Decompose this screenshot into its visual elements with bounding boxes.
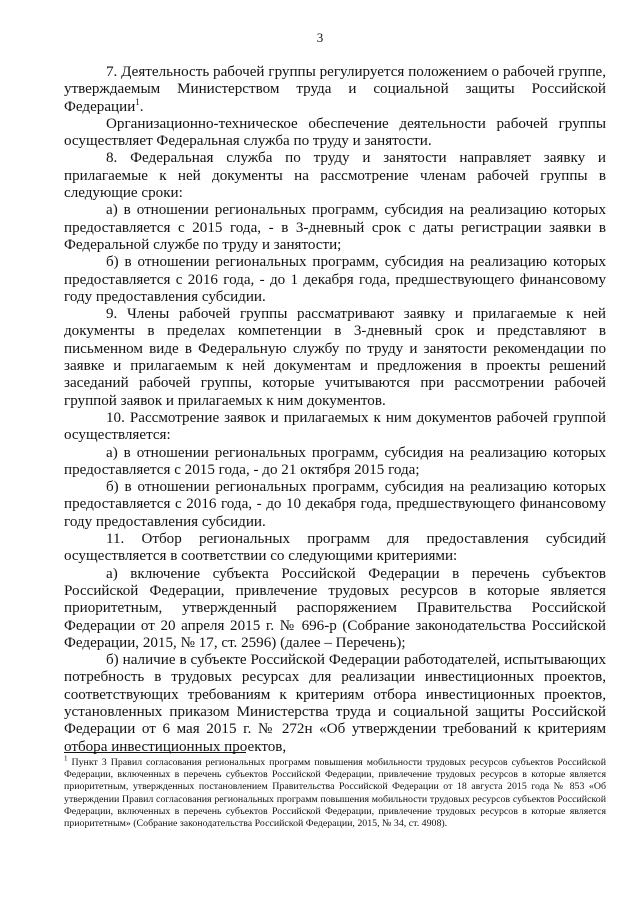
page-number: 3 — [316, 30, 324, 45]
footnote-marker: 1 — [64, 754, 68, 763]
paragraph-11: 11. Отбор региональных программ для предоставления субсидий осуществляется в соответствии со следующими критериями: — [64, 531, 606, 565]
paragraph-10b: б) в отношении региональных программ, субсидия на реализацию которых предоставляется с 2016 года, - до 10 декабря года, предшествующего финансовому году предоставления субсидии. — [64, 479, 606, 530]
paragraph-10: 10. Рассмотрение заявок и прилагаемых к ним документов рабочей группой осуществляется: — [64, 409, 606, 444]
paragraph-11b: б) наличие в субъекте Российской Федерации работодателей, испытывающих потребность в трудовых ресурсах для реализации инвестиционных проектов, соответствующих требованиям к критериям отбора инвестиционных проектов, установленных приказом Министерства труда и социальной защиты Российской Федерации от 6 мая 2015 г. № 272н «Об утверждении требований к критериям отбора инвестиционных проектов, — [64, 652, 606, 755]
paragraph-8: 8. Федеральная служба по труду и занятости направляет заявку и прилагаемые к ней документы на рассмотрение членам рабочей группы в следующие сроки: — [64, 150, 606, 202]
paragraph: Организационно-техническое обеспечение деятельности рабочей группы осуществляет Федеральная служба по труду и занятости. — [64, 115, 606, 150]
paragraph-10a: а) в отношении региональных программ, субсидия на реализацию которых предоставляется с 2015 года, - до 21 октября 2015 года; — [64, 444, 606, 478]
paragraph-9: 9. Члены рабочей группы рассматривают заявку и прилагаемые к ней документы в пределах компетенции в 3-дневный срок и представляют в письменном виде в Федеральную службу по труду и занятости рекомендации по заявке и прилагаемым к ней документам и предложения в проекты решений заседаний рабочей группы, которые учитываются при рассмотрении рабочей группой заявок и прилагаемых к ним документов. — [64, 306, 606, 409]
footnote-text: Пункт 3 Правил согласования региональных программ повышения мобильности трудовых ресурсов субъектов Российской Федерации, включенных в перечень субъектов Российской Федерации, привлечение трудовых ресурсов в которые является приоритетным, утвержденных постановлением Правительства Российской Федерации от 18 августа 2015 года № 853 «Об утверждении Правил согласования региональных программ повышения мобильности трудовых ресурсов субъектов Российской Федерации, включенных в перечень субъектов Российской Федерации, привлечение трудовых ресурсов в которые является приоритетным» (Собрание законодательства Российской Федерации, 2015, № 34, ст. 4908). — [64, 757, 606, 830]
paragraph-8a: а) в отношении региональных программ, субсидия на реализацию которых предоставляется с 2015 года, - в 3-дневный срок с даты регистрации заявки в Федеральной службе по труду и занятости; — [64, 202, 606, 253]
document-body — [64, 64, 606, 756]
footnote-separator — [64, 752, 246, 753]
paragraph-end: . — [139, 98, 144, 115]
paragraph-8b: б) в отношении региональных программ, субсидия на реализацию которых предоставляется с 2016 года, - до 1 декабря года, предшествующего финансовому году предоставления субсидии. — [64, 254, 606, 305]
footnote — [64, 754, 606, 830]
paragraph-text: 7. Деятельность рабочей группы регулируется положением о рабочей группе, утверждаемым Министерством труда и социальной защиты Российской Федерации — [64, 64, 606, 115]
paragraph-7 — [64, 64, 606, 116]
footnote-reference: 1 — [135, 96, 140, 107]
paragraph-11a: а) включение субъекта Российской Федерации в перечень субъектов Российской Федерации, привлечение трудовых ресурсов в которые является приоритетным, утвержденный распоряжением Правительства Российской Федерации от 20 апреля 2015 г. № 696-р (Собрание законодательства Российской Федерации, 2015, № 17, ст. 2596) (далее – Перечень); — [64, 565, 606, 651]
